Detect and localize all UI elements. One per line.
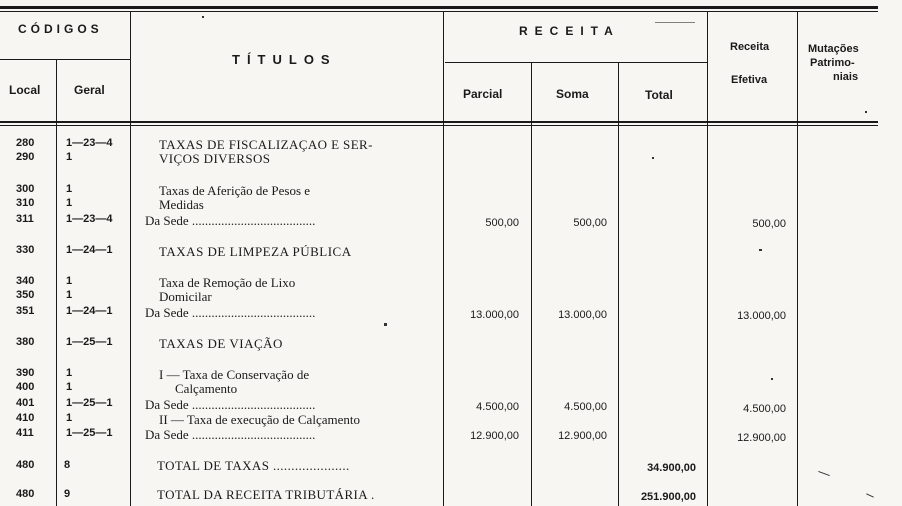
row-401-local: 401: [16, 397, 35, 409]
row-280-local: 280: [16, 137, 35, 149]
row-310-titulo: Medidas: [159, 197, 204, 212]
row-280-titulo: TAXAS DE FISCALIZAÇAO E SER-: [159, 137, 373, 152]
row-330-titulo: TAXAS DE LIMPEZA PÚBLICA: [159, 244, 352, 259]
row-400-local: 400: [16, 381, 35, 393]
scan-speck: [384, 323, 387, 326]
row-351-geral: 1—24—1: [66, 305, 113, 317]
header-receita-efetiva-line1: Receita: [730, 41, 770, 53]
row-351-parcial: 13.000,00: [470, 309, 519, 321]
header-receita-efetiva-line2: Efetiva: [731, 74, 768, 86]
row-310-geral: 1: [66, 197, 73, 209]
row-480a-geral: 8: [64, 459, 71, 471]
row-310-local: 310: [16, 197, 35, 209]
row-390-local: 390: [16, 367, 35, 379]
row-411-local: 411: [16, 427, 34, 439]
col-divider-titulos-receita: [443, 11, 444, 506]
row-340-geral: 1: [66, 275, 73, 287]
row-380-local: 380: [16, 336, 35, 348]
row-311-parcial: 500,00: [485, 217, 519, 229]
col-divider-local-geral: [56, 60, 57, 506]
col-divider-total-efetiva: [707, 11, 708, 506]
row-390-geral: 1: [66, 367, 73, 379]
row-480b-geral: 9: [64, 488, 71, 500]
header-titulos: TÍTULOS: [232, 52, 337, 67]
row-411-geral: 1—25—1: [66, 427, 113, 439]
row-311-local: 311: [16, 213, 34, 225]
row-350-local: 350: [16, 289, 35, 301]
row-351-soma: 13.000,00: [558, 309, 607, 321]
row-410-titulo: II — Taxa de execução de Calçamento: [159, 412, 360, 427]
row-401-geral: 1—25—1: [66, 397, 113, 409]
top-rule-thin: [0, 11, 878, 12]
codigos-underline: [0, 59, 130, 60]
row-340-titulo: Taxa de Remoção de Lixo: [159, 275, 296, 290]
row-311-geral: 1—23—4: [66, 213, 113, 225]
row-411-soma: 12.900,00: [558, 430, 607, 442]
row-290-geral: 1: [66, 151, 73, 163]
col-divider-soma-total: [618, 62, 619, 506]
row-480b-total: 251.900,00: [640, 491, 696, 503]
header-local: Local: [9, 83, 41, 97]
row-411-parcial: 12.900,00: [470, 430, 519, 442]
row-351-efetiva: 13.000,00: [737, 310, 786, 322]
row-401-parcial: 4.500,00: [476, 401, 519, 413]
scan-speck: [655, 22, 695, 23]
row-401-soma: 4.500,00: [564, 401, 607, 413]
row-480a-titulo: TOTAL DE TAXAS .....................: [157, 458, 350, 473]
row-290-local: 290: [16, 151, 35, 163]
row-311-soma: 500,00: [573, 217, 607, 229]
header-codigos: CÓDIGOS: [18, 22, 103, 36]
col-divider-codigos-titulos: [130, 11, 131, 506]
row-410-geral: 1: [66, 412, 73, 424]
row-311-efetiva: 500,00: [752, 218, 786, 230]
row-300-local: 300: [16, 183, 35, 195]
row-480b-local: 480: [16, 488, 35, 500]
row-401-efetiva: 4.500,00: [743, 403, 786, 415]
scan-speck: [202, 16, 204, 18]
header-geral: Geral: [74, 83, 105, 97]
row-280-geral: 1—23—4: [66, 137, 113, 149]
row-340-local: 340: [16, 275, 35, 287]
scan-speck: [818, 471, 830, 476]
row-290-titulo: VIÇOS DIVERSOS: [159, 151, 271, 166]
row-400-titulo: Calçamento: [175, 381, 238, 396]
row-300-titulo: Taxas de Aferição de Pesos e: [159, 183, 311, 198]
header-bottom-rule: [0, 121, 878, 123]
row-390-titulo: I — Taxa de Conservação de: [159, 367, 310, 382]
header-bottom-rule-thin: [0, 125, 878, 126]
scan-speck: [866, 493, 874, 497]
scan-speck: [759, 249, 762, 251]
header-mutacoes-line1: Mutações: [808, 43, 859, 55]
row-411-titulo: Da Sede ......................................: [145, 427, 316, 442]
row-380-geral: 1—25—1: [66, 336, 113, 348]
col-divider-efetiva-mutacoes: [797, 11, 798, 506]
top-rule: [0, 6, 878, 9]
row-350-geral: 1: [66, 289, 73, 301]
col-divider-parcial-soma: [531, 62, 532, 506]
header-parcial: Parcial: [463, 87, 503, 101]
row-480a-total: 34.900,00: [647, 462, 696, 474]
header-receita: RECEITA: [519, 24, 620, 38]
row-300-geral: 1: [66, 183, 73, 195]
row-311-titulo: Da Sede ......................................: [145, 213, 316, 228]
row-330-local: 330: [16, 244, 35, 256]
scan-speck: [652, 157, 654, 159]
row-411-efetiva: 12.900,00: [737, 432, 786, 444]
row-330-geral: 1—24—1: [66, 244, 113, 256]
row-480b-titulo: TOTAL DA RECEITA TRIBUTÁRIA .: [157, 487, 375, 502]
row-401-titulo: Da Sede ......................................: [145, 397, 316, 412]
row-400-geral: 1: [66, 381, 73, 393]
row-351-titulo: Da Sede ......................................: [145, 305, 316, 320]
row-410-local: 410: [16, 412, 35, 424]
row-480a-local: 480: [16, 459, 35, 471]
scan-speck: [865, 111, 867, 113]
header-soma: Soma: [556, 87, 589, 101]
row-350-titulo: Domicilar: [159, 289, 212, 304]
header-mutacoes-line3: niais: [833, 71, 859, 83]
receita-underline: [445, 62, 707, 63]
row-351-local: 351: [16, 305, 35, 317]
row-380-titulo: TAXAS DE VIAÇÃO: [159, 336, 283, 351]
scan-speck: [771, 378, 773, 380]
header-mutacoes-line2: Patrimo-: [810, 57, 855, 69]
header-total: Total: [645, 88, 673, 102]
